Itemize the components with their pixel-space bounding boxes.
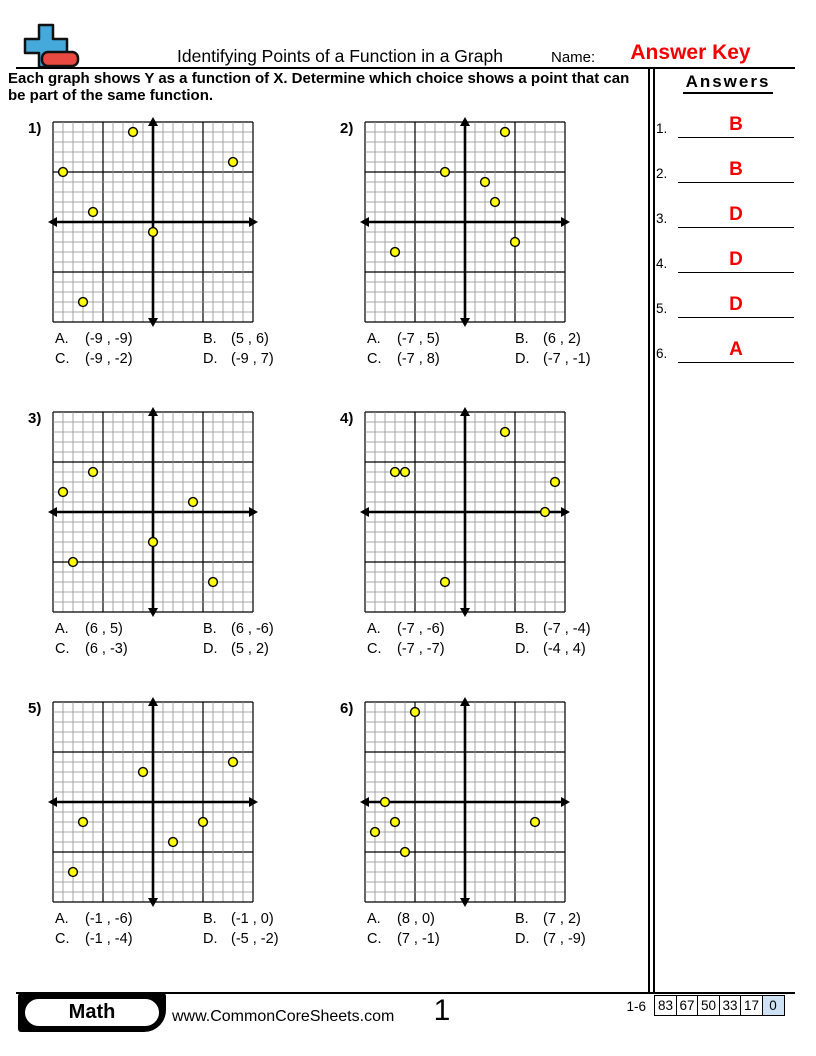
- data-point: [149, 228, 158, 237]
- choice-label: B.: [203, 911, 217, 927]
- score-box: 17: [740, 995, 763, 1016]
- choice-value: (-1 , -6): [85, 911, 133, 927]
- choice-value: (-7 , -1): [543, 350, 591, 367]
- choice-label: C.: [55, 930, 70, 947]
- answers-title-text: Answers: [683, 72, 774, 94]
- choice-value: (7 , -9): [543, 930, 586, 947]
- data-point: [401, 848, 410, 857]
- problem-4: [340, 412, 620, 664]
- coordinate-grid: [48, 697, 258, 907]
- data-point: [69, 868, 78, 877]
- answer-row: [656, 292, 794, 318]
- data-point: [491, 198, 500, 207]
- name-label: Name:: [551, 49, 596, 66]
- answer-letter: D: [678, 295, 794, 318]
- score-box: 33: [719, 995, 742, 1016]
- choice-label: C.: [367, 930, 382, 947]
- problem-number: 3): [28, 410, 42, 427]
- problem-1: [28, 122, 308, 374]
- page-number: 1: [433, 994, 451, 1027]
- score-box: 67: [676, 995, 699, 1016]
- choice-value: (-1 , -4): [85, 930, 133, 947]
- choices: [367, 910, 623, 948]
- choice-label: D.: [515, 640, 530, 657]
- problem-number: 5): [28, 700, 42, 717]
- worksheet-title: Identifying Points of a Function in a Graph: [177, 46, 503, 66]
- data-point: [391, 468, 400, 477]
- answer-number: 4.: [656, 256, 668, 271]
- data-point: [541, 508, 550, 517]
- plus-minus-logo-icon: [22, 22, 82, 70]
- choice-label: A.: [55, 331, 69, 347]
- answer-letter: A: [678, 340, 794, 363]
- choice-label: D.: [515, 350, 530, 367]
- choice-value: (7 , -1): [397, 930, 440, 947]
- choice-label: D.: [515, 930, 530, 947]
- data-point: [441, 168, 450, 177]
- data-point: [391, 248, 400, 257]
- answer-row: [656, 247, 794, 273]
- data-point: [169, 838, 178, 847]
- choice-value: (6 , 5): [85, 621, 123, 637]
- math-badge-label: Math: [25, 999, 159, 1026]
- choice-value: (-7 , -4): [543, 621, 591, 637]
- problem-6: [340, 702, 620, 954]
- data-point: [551, 478, 560, 487]
- website-text: www.CommonCoreSheets.com: [172, 1008, 395, 1025]
- answer-letter: D: [678, 205, 794, 228]
- choice-value: (5 , 6): [231, 331, 269, 347]
- choice-value: (-5 , -2): [231, 930, 279, 947]
- coordinate-grid: [48, 117, 258, 327]
- data-point: [501, 428, 510, 437]
- data-point: [199, 818, 208, 827]
- problem-number: 6): [340, 700, 354, 717]
- choices: [367, 620, 623, 658]
- choice-label: B.: [515, 911, 529, 927]
- choice-value: (-1 , 0): [231, 911, 274, 927]
- answer-row: [656, 112, 794, 138]
- choice-value: (-7 , 5): [397, 331, 440, 347]
- choice-label: B.: [515, 331, 529, 347]
- data-point: [59, 168, 68, 177]
- answer-number: 5.: [656, 301, 668, 316]
- data-point: [229, 158, 238, 167]
- score-table: [654, 995, 785, 1016]
- score-box: 50: [697, 995, 720, 1016]
- choice-label: C.: [367, 640, 382, 657]
- score-box: 0: [762, 995, 785, 1016]
- choice-label: B.: [203, 621, 217, 637]
- choice-label: D.: [203, 350, 218, 367]
- choice-value: (5 , 2): [231, 640, 269, 657]
- data-point: [511, 238, 520, 247]
- choice-label: D.: [203, 640, 218, 657]
- choice-label: D.: [203, 930, 218, 947]
- score-box: 83: [654, 995, 677, 1016]
- answer-row: [656, 157, 794, 183]
- data-point: [149, 538, 158, 547]
- choice-value: (-7 , -7): [397, 640, 445, 657]
- choices: [367, 330, 623, 368]
- data-point: [441, 578, 450, 587]
- data-point: [139, 768, 148, 777]
- problem-number: 1): [28, 120, 42, 137]
- choice-label: A.: [55, 621, 69, 637]
- coordinate-grid: [360, 407, 570, 617]
- choice-label: B.: [515, 621, 529, 637]
- coordinate-grid: [48, 407, 258, 617]
- choice-value: (-7 , 8): [397, 350, 440, 367]
- problem-number: 4): [340, 410, 354, 427]
- choice-value: (-9 , -2): [85, 350, 133, 367]
- coordinate-grid: [360, 697, 570, 907]
- data-point: [79, 818, 88, 827]
- choice-value: (8 , 0): [397, 911, 435, 927]
- choice-value: (7 , 2): [543, 911, 581, 927]
- answer-number: 6.: [656, 346, 668, 361]
- choice-value: (6 , -3): [85, 640, 128, 657]
- choice-label: A.: [367, 331, 381, 347]
- data-point: [501, 128, 510, 137]
- data-point: [59, 488, 68, 497]
- problem-5: [28, 702, 308, 954]
- data-point: [531, 818, 540, 827]
- answers-panel-title: [660, 72, 796, 92]
- choice-label: A.: [367, 911, 381, 927]
- data-point: [381, 798, 390, 807]
- choice-label: C.: [367, 350, 382, 367]
- choice-label: C.: [55, 640, 70, 657]
- choices: [55, 330, 311, 368]
- data-point: [401, 468, 410, 477]
- instructions-text: Each graph shows Y as a function of X. Determine which choice shows a point that can be part of the same function.: [8, 70, 630, 104]
- choice-value: (-9 , 7): [231, 350, 274, 367]
- data-point: [411, 708, 420, 717]
- data-point: [129, 128, 138, 137]
- answer-number: 2.: [656, 166, 668, 181]
- answer-row: [656, 202, 794, 228]
- answer-letter: B: [678, 115, 794, 138]
- data-point: [481, 178, 490, 187]
- score-range-label: 1-6: [626, 999, 646, 1014]
- choice-label: C.: [55, 350, 70, 367]
- problem-2: [340, 122, 620, 374]
- data-point: [391, 818, 400, 827]
- choice-label: B.: [203, 331, 217, 347]
- problem-number: 2): [340, 120, 354, 137]
- answer-number: 3.: [656, 211, 668, 226]
- choice-value: (-9 , -9): [85, 331, 133, 347]
- answer-letter: D: [678, 250, 794, 273]
- data-point: [371, 828, 380, 837]
- math-badge: [18, 993, 166, 1032]
- answer-number: 1.: [656, 121, 668, 136]
- choices: [55, 620, 311, 658]
- choice-value: (6 , 2): [543, 331, 581, 347]
- data-point: [229, 758, 238, 767]
- coordinate-grid: [360, 117, 570, 327]
- problem-3: [28, 412, 308, 664]
- answer-key-value: Answer Key: [630, 41, 751, 64]
- answers-divider: [648, 68, 655, 993]
- data-point: [89, 208, 98, 217]
- answer-letter: B: [678, 160, 794, 183]
- data-point: [89, 468, 98, 477]
- choice-label: A.: [367, 621, 381, 637]
- choice-label: A.: [55, 911, 69, 927]
- data-point: [69, 558, 78, 567]
- data-point: [189, 498, 198, 507]
- header-rule: [16, 67, 795, 69]
- choice-value: (-7 , -6): [397, 621, 445, 637]
- answer-row: [656, 337, 794, 363]
- data-point: [79, 298, 88, 307]
- choice-value: (6 , -6): [231, 621, 274, 637]
- choices: [55, 910, 311, 948]
- data-point: [209, 578, 218, 587]
- choice-value: (-4 , 4): [543, 640, 586, 657]
